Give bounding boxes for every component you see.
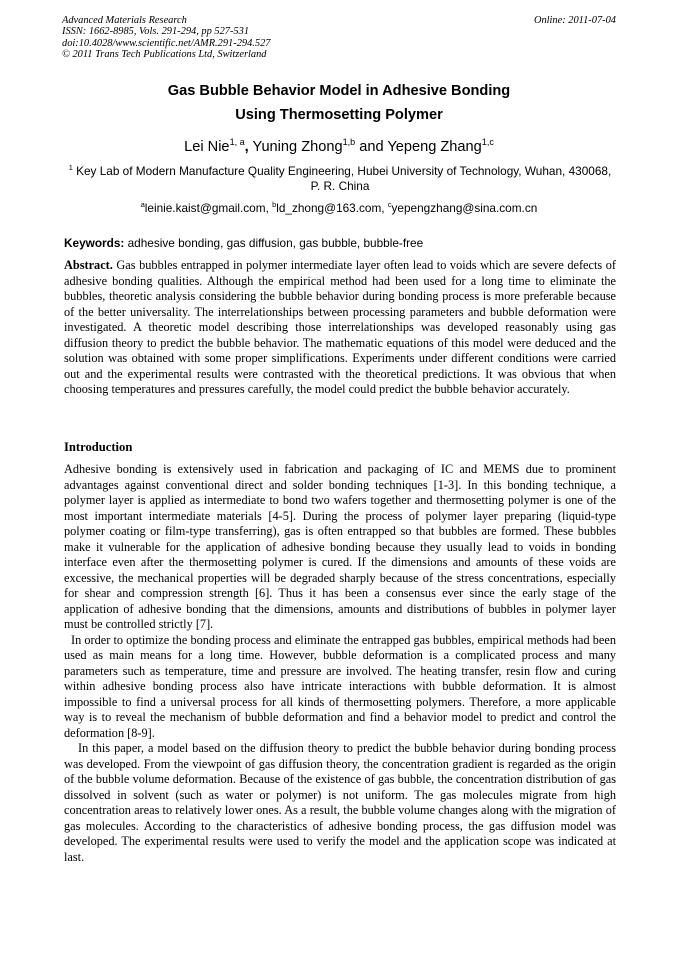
paper-title-line-1: Gas Bubble Behavior Model in Adhesive Bonding	[167, 83, 511, 99]
author-2-affil: 1,b	[342, 137, 356, 148]
author-separator: ,	[244, 139, 249, 155]
keywords-text: adhesive bonding, gas diffusion, gas bubble, bubble-free	[124, 236, 424, 250]
keywords-label: Keywords:	[64, 236, 125, 250]
intro-paragraph-1: Adhesive bonding is extensively used in fabrication and packaging of IC and MEMS due to prominent advantages against conventional direct and solder bonding techniques [1-3]. In this bonding technique, a polymer layer is applied as intermediate to bond two wafers together and thermosetting polymer is one of the most important intermediate materials [4-5]. During the process of polymer layer preparing (liquid-type polymer coating or film-type transferring), gas is often entrapped so that bubbles are formed. These bubbles make it vulnerable for the application of adhesive bonding because they usually lead to voids in bonding interface even after the thermosetting polymer is cured. If the dimensions and amounts of these voids are excessive, the mechanical properties will be degraded sharply because of the stress concentrations, especially for shear and compression strength [6]. Thus it has been a consensus ever since the early stage of the application of adhesive bonding that the dimensions, amounts and distributions of bubbles in polymer layer must be controlled strictly [7].	[64, 462, 616, 631]
journal-header	[62, 15, 616, 61]
author-1-name: Lei Nie	[184, 139, 230, 155]
abstract	[64, 258, 616, 398]
author-1-affil: 1, a	[229, 137, 245, 148]
intro-paragraph-2: In order to optimize the bonding process and eliminate the entrapped gas bubbles, empirical methods had been used as main means for a long time. However, bubble deformation is a complicated process and many parameters such as temperature, time and pressure are involved. The heating transfer, resin flow and curing within adhesive bonding process also have intricate interactions with bubble deformation. It is almost impossible to find a universal process for all kinds of thermosetting polymers. Therefore, a more applicable way is to reveal the mechanism of bubble deformation and find a behavior model to predict and control the deformation [8-9].	[64, 632, 616, 740]
introduction-heading: Introduction	[64, 440, 133, 454]
affiliation-marker: 1	[68, 163, 73, 173]
affiliation	[64, 164, 616, 194]
affiliation-text: Key Lab of Modern Manufacture Quality Engineering, Hubei University of Technology, Wuhan, 430068, P. R. China	[72, 164, 612, 193]
email-a-marker: a	[140, 200, 145, 210]
online-date: Online: 2011-07-04	[533, 15, 616, 26]
abstract-label: Abstract.	[64, 258, 113, 272]
abstract-text: Gas bubbles entrapped in polymer intermediate layer often lead to voids which are severe defects of adhesive bonding qualities. Although the empirical method had been used for a long time to eliminate the bubbles, theoretic analysis considering the bubble behavior during bonding process is more preferable because of the better universality. The interrelationships between processing parameters and bubble deformation were investigated. A theoretic model describing those interrelationships was developed reasonably using gas diffusion theory to predict the bubble behavior. The mathematic equations of this model were deduced and the solution was obtained with some proper simplifications. Experiments under different conditions were carried out and the experimental results were contrasted with the theoretical predictions. It was obvious that when choosing temperatures and pressures carefully, the model could predict the bubble behavior accurately.	[64, 258, 616, 396]
author-3-affil: 1,c	[481, 137, 494, 148]
introduction-body	[64, 462, 616, 865]
author-list	[0, 139, 678, 155]
author-2-name: Yuning Zhong	[248, 139, 343, 155]
keywords	[64, 236, 616, 250]
doi-line: doi:10.4028/www.scientific.net/AMR.291-294.527	[62, 37, 271, 49]
author-emails	[0, 201, 678, 215]
email-c-marker: c	[387, 200, 392, 210]
journal-name: Advanced Materials Research	[62, 15, 187, 26]
email-b-marker: b	[272, 200, 277, 210]
copyright-line: © 2011 Trans Tech Publications Ltd, Switzerland	[62, 49, 267, 61]
email-a: leinie.kaist@gmail.com,	[144, 201, 273, 215]
paper-title-line-2: Using Thermosetting Polymer	[235, 107, 443, 123]
email-b: ld_zhong@163.com,	[276, 201, 388, 215]
intro-paragraph-3: In this paper, a model based on the diffusion theory to predict the bubble behavior during bonding process was developed. From the viewpoint of gas diffusion theory, the concentration gradient is regarded as the origin of the bubble volume deformation. Because of the existence of gas bubble, the concentration distribution of gas dissolved in solvent (such as water or polymer) is not uniform. The gas molecules migrate from high concentration areas to relatively lower ones. As a result, the bubble volume changes along with the migration of gas molecules. According to the characteristics of adhesive bonding process, the gas diffusion model was developed. The experimental results were used to verify the model and the application scope was indicated at last.	[64, 741, 616, 864]
author-3-name: and Yepeng Zhang	[355, 139, 482, 155]
email-c: yepengzhang@sina.com.cn	[391, 201, 538, 215]
issn-line: ISSN: 1662-8985, Vols. 291-294, pp 527-531	[62, 26, 250, 38]
